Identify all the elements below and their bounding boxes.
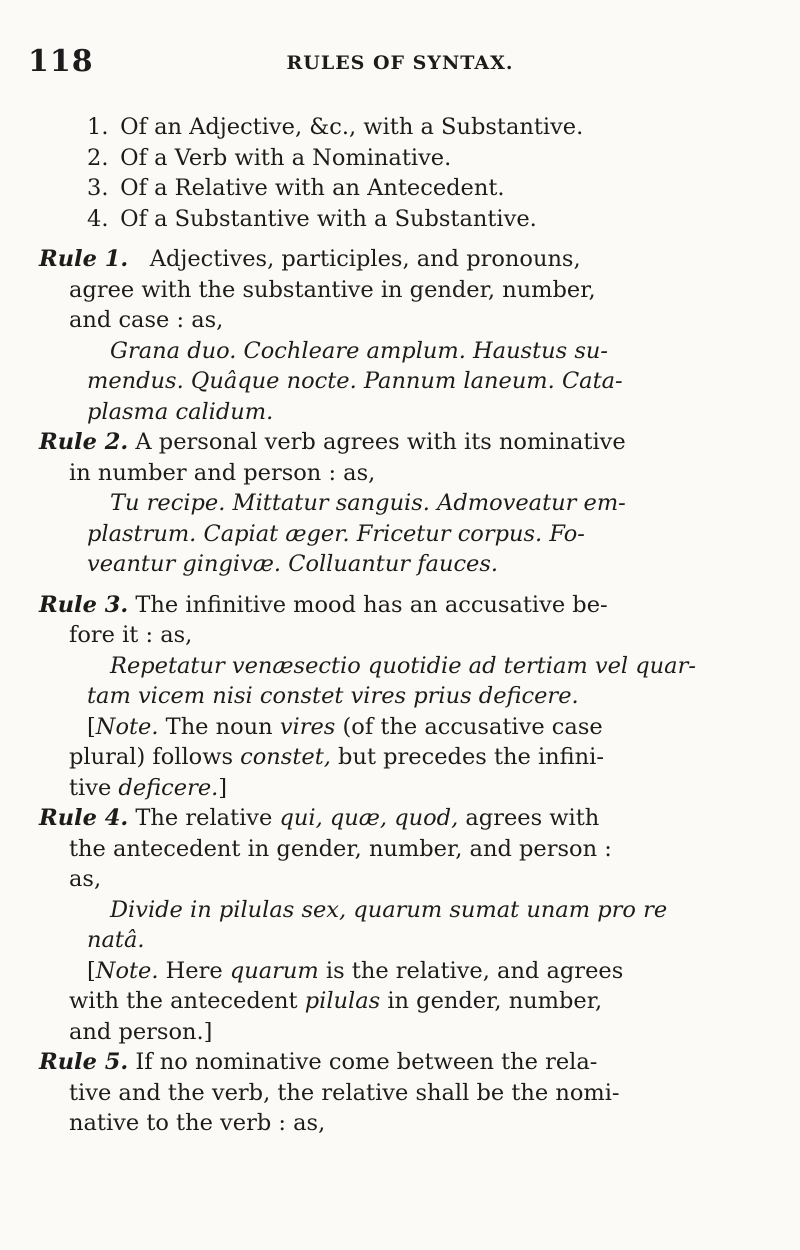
list-item [0, 143, 800, 174]
rule-text: as, [69, 866, 102, 892]
rule-text: Adjectives, participles, and pronouns, [149, 246, 581, 272]
list-number: 3. [87, 175, 109, 201]
note: [Note. The noun vires (of the accusative case [87, 713, 603, 740]
rule-text: fore it : as, [69, 622, 193, 648]
example-text: Repetatur venæsectio quotidie ad tertiam vel quar- [110, 652, 696, 679]
page-header [28, 44, 772, 84]
note-label: Note. [95, 713, 159, 740]
note-label: Note. [95, 957, 159, 984]
rule-label: Rule 2. [39, 429, 129, 455]
rule-label: Rule 4. [39, 805, 129, 831]
rule-3 [0, 590, 800, 804]
list-item [0, 173, 800, 204]
example-text: Tu recipe. Mittatur sanguis. Admoveatur em- [110, 490, 626, 516]
rule-text: the antecedent in gender, number, and person : [69, 835, 612, 862]
rule-text: The infinitive mood has an accusative be- [135, 591, 608, 618]
example-text: plasma calidum. [87, 398, 274, 425]
list-text: Of an Adjective, &c., with a Substantive. [120, 114, 584, 140]
list-text: Of a Relative with an Antecedent. [120, 175, 505, 201]
running-title: RULES OF SYNTAX. [286, 52, 514, 74]
rule-5 [0, 1047, 800, 1139]
example-text: natâ. [87, 927, 145, 953]
rule-label: Rule 5. [39, 1049, 129, 1075]
rule-text: If no nominative come between the rela- [135, 1049, 598, 1075]
list-number: 4. [87, 205, 109, 232]
example-text: plastrum. Capiat æger. Fricetur corpus. Fo- [87, 520, 585, 547]
rule-text: A personal verb agrees with its nominative [135, 429, 626, 455]
note-text: with the antecedent pilulas in gender, number, [69, 988, 603, 1014]
note-text: plural) follows constet, but precedes the infini- [69, 744, 604, 770]
note-text: and person.] [69, 1018, 213, 1045]
note: [Note. Here quarum is the relative, and agrees [87, 957, 624, 984]
rule-text: tive and the verb, the relative shall be the nomi- [69, 1079, 620, 1106]
example-text: mendus. Quâque nocte. Pannum laneum. Cata- [87, 368, 623, 394]
page-body [0, 112, 800, 1139]
rule-text: native to the verb : as, [69, 1110, 326, 1136]
rule-text: in number and person : as, [69, 459, 376, 486]
rule-2 [0, 427, 800, 580]
list-item [0, 204, 800, 235]
list-text: Of a Verb with a Nominative. [120, 144, 452, 171]
rule-4: Rule 4. The relative qui, quæ, quod, agrees with the antecedent in gender, number, and person : as, Divide in pilulas sex, quarum sumat unam pro re natâ. [Note. Here quarum is the relative, and agrees with the antecedent pilulas in gender, number, and person.] [0, 803, 800, 1047]
example-text: tam vicem nisi constet vires prius deficere. [87, 683, 579, 709]
example-text: Divide in pilulas sex, quarum sumat unam pro re [110, 896, 668, 923]
list-text: Of a Substantive with a Substantive. [120, 205, 537, 232]
rule-label: Rule 1. [39, 246, 129, 272]
list-number: 1. [87, 114, 109, 140]
note-text: tive deficere.] [69, 774, 228, 801]
list-number: 2. [87, 144, 109, 171]
rule-text: agree with the substantive in gender, number, [69, 276, 596, 303]
page-number: 118 [28, 44, 94, 79]
example-text: veantur gingivæ. Colluantur fauces. [87, 551, 499, 577]
example-text: Grana duo. Cochleare amplum. Haustus su- [110, 337, 608, 364]
rule-label: Rule 3. [39, 591, 129, 618]
rule-text: and case : as, [69, 307, 224, 333]
list-item [0, 112, 800, 143]
rule-1 [0, 244, 800, 427]
